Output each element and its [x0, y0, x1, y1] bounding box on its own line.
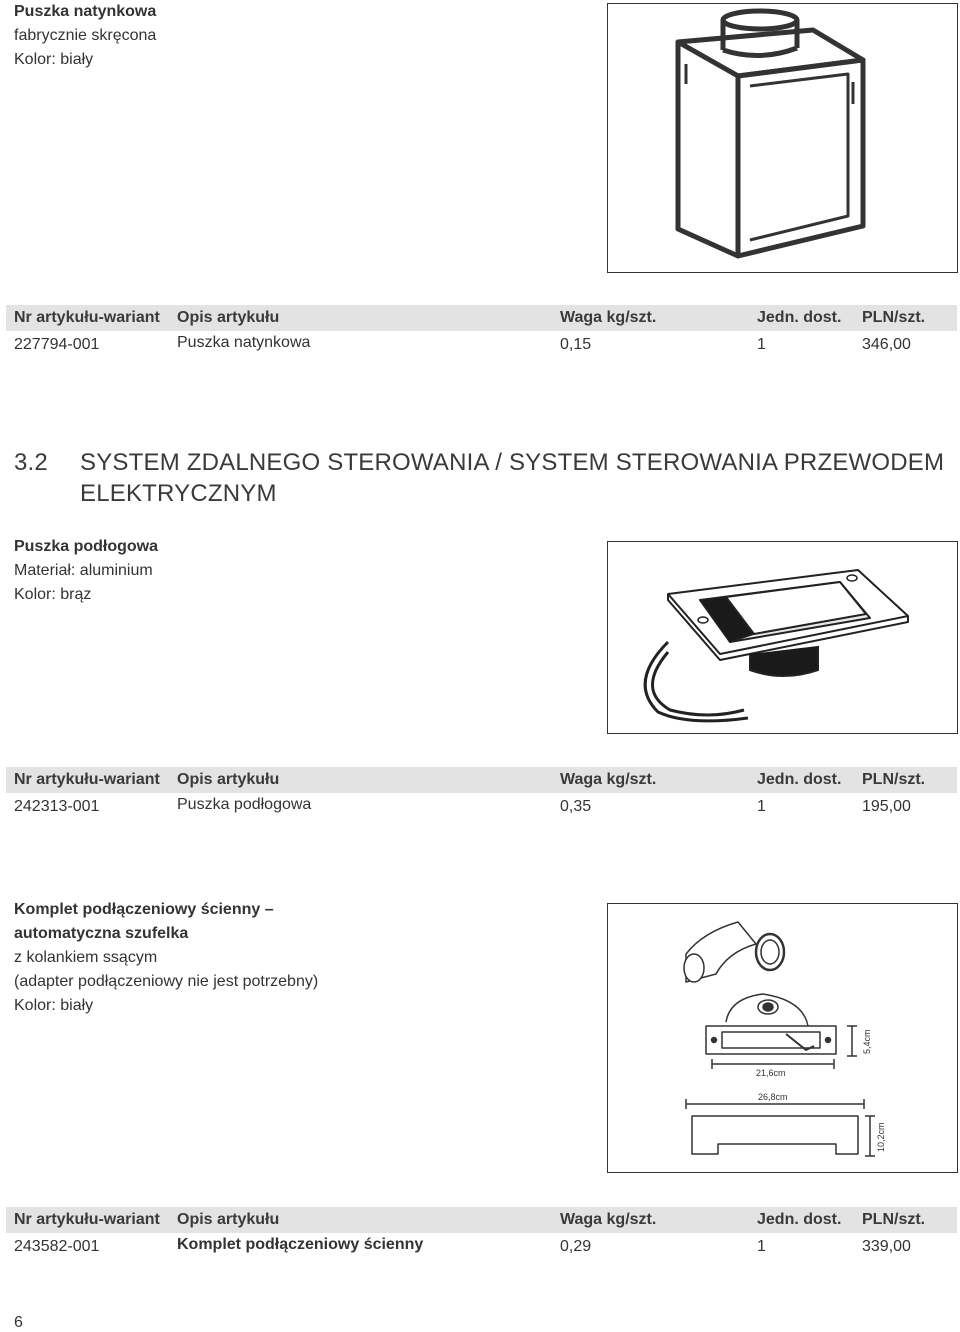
section-number: 3.2 — [14, 449, 48, 476]
row-description: Puszka natynkowa — [177, 334, 311, 351]
header-price: PLN/szt. — [862, 1211, 926, 1228]
product-3-line-2: (adapter podłączeniowy nie jest potrzebny) — [14, 973, 319, 990]
product-3-description — [14, 898, 318, 1018]
row-weight: 0,15 — [560, 336, 592, 353]
row-description: Komplet podłączeniowy ścienny — [177, 1236, 424, 1253]
header-unit: Jedn. dost. — [757, 1211, 842, 1228]
header-weight: Waga kg/szt. — [560, 1211, 657, 1228]
header-description: Opis artykułu — [177, 309, 280, 326]
row-price: 346,00 — [862, 336, 911, 353]
table-row — [6, 1238, 957, 1262]
product-1-image — [607, 3, 958, 273]
header-description: Opis artykułu — [177, 771, 280, 788]
row-unit: 1 — [757, 798, 766, 815]
section-title-line-1: SYSTEM ZDALNEGO STEROWANIA / SYSTEM STEROWANIA PRZEWODEM — [80, 449, 945, 476]
row-weight: 0,35 — [560, 798, 592, 815]
dimension-width-1: 21,6cm — [756, 1068, 786, 1078]
row-article: 243582-001 — [14, 1238, 100, 1255]
page-number: 6 — [14, 1314, 23, 1331]
header-article: Nr artykułu-wariant — [14, 771, 160, 788]
header-unit: Jedn. dost. — [757, 771, 842, 788]
header-price: PLN/szt. — [862, 771, 926, 788]
section-heading — [14, 447, 944, 509]
product-3-image — [607, 903, 958, 1173]
table-1-header — [6, 305, 957, 331]
product-3-line-3: Kolor: biały — [14, 997, 94, 1014]
section-title-line-2: ELEKTRYCZNYM — [80, 480, 277, 507]
table-row — [6, 336, 957, 360]
table-row — [6, 798, 957, 822]
dimension-width-2: 26,8cm — [758, 1092, 788, 1102]
product-3-line-1: z kolankiem ssącym — [14, 949, 158, 966]
header-weight: Waga kg/szt. — [560, 309, 657, 326]
row-weight: 0,29 — [560, 1238, 592, 1255]
wall-kit-drawing — [608, 904, 957, 1172]
header-price: PLN/szt. — [862, 309, 926, 326]
product-2-description — [14, 535, 158, 607]
surface-box-drawing — [608, 4, 957, 272]
row-price: 195,00 — [862, 798, 911, 815]
product-3-title-line-1: Komplet podłączeniowy ścienny – — [14, 901, 274, 918]
header-unit: Jedn. dost. — [757, 309, 842, 326]
row-unit: 1 — [757, 1238, 766, 1255]
header-description: Opis artykułu — [177, 1211, 280, 1228]
row-description: Puszka podłogowa — [177, 796, 312, 813]
table-3-header — [6, 1207, 957, 1233]
row-article: 242313-001 — [14, 798, 100, 815]
header-article: Nr artykułu-wariant — [14, 1211, 160, 1228]
product-2-image — [607, 541, 958, 734]
floor-box-drawing — [608, 542, 957, 733]
product-2-line-2: Kolor: brąz — [14, 586, 92, 603]
product-1-title: Puszka natynkowa — [14, 3, 157, 20]
dimension-height-2: 10,2cm — [876, 1122, 886, 1152]
row-price: 339,00 — [862, 1238, 911, 1255]
product-3-title-line-2: automatyczna szufelka — [14, 925, 189, 942]
header-weight: Waga kg/szt. — [560, 771, 657, 788]
product-2-title: Puszka podłogowa — [14, 538, 159, 555]
row-article: 227794-001 — [14, 336, 100, 353]
header-article: Nr artykułu-wariant — [14, 309, 160, 326]
table-2-header — [6, 767, 957, 793]
product-1-line-2: Kolor: biały — [14, 51, 94, 68]
row-unit: 1 — [757, 336, 766, 353]
product-2-line-1: Materiał: aluminium — [14, 562, 153, 579]
product-1-description — [14, 0, 156, 72]
product-1-line-1: fabrycznie skręcona — [14, 27, 157, 44]
dimension-height-1: 5,4cm — [862, 1029, 872, 1054]
